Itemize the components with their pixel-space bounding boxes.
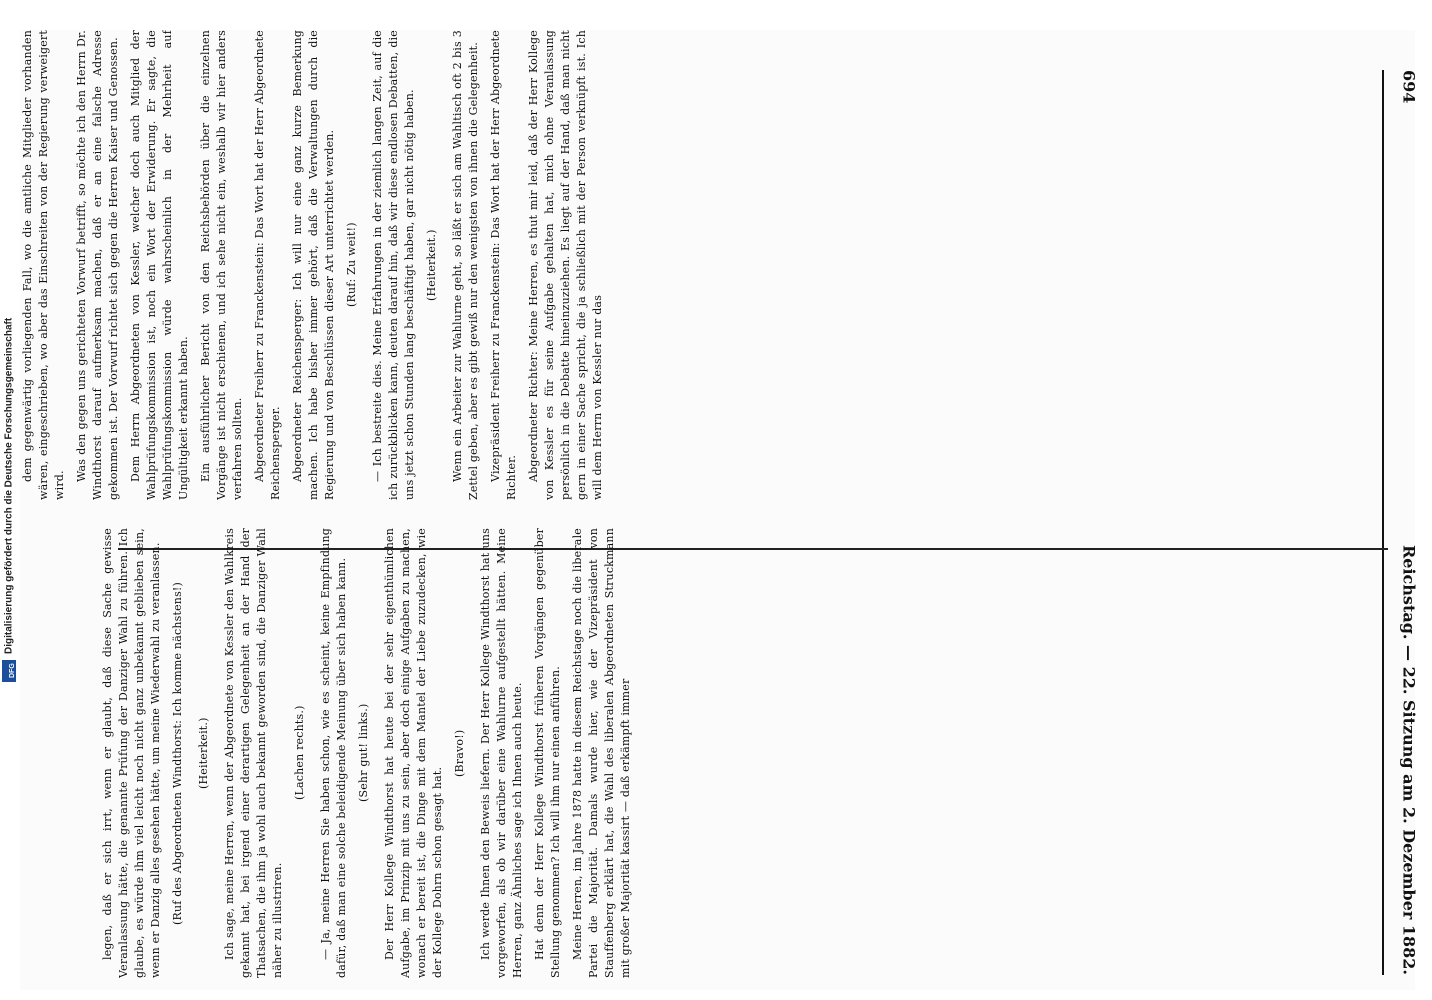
- header-rule: [1382, 70, 1384, 975]
- scanned-page: [20, 30, 1419, 990]
- dfg-logo: DFG: [2, 660, 16, 682]
- running-header: [1392, 70, 1426, 975]
- paragraph: Dem Herrn Abgeordneten von Kessler, welcher doch auch Mitglied der Wahlprüfungskommission ist, noch ein Wort der Erwiderung. Er sagte, die Wahlprüfungskommission würde wahrscheinlich in der Mehrheit auf Ungültigkeit erkannt haben.: [129, 30, 190, 500]
- paragraph: Abgeordneter Richter: Meine Herren, es thut mir leid, daß der Herr Kollege von Kessler es für seine Aufgabe gehalten hat, mich ohne Veranlassung persönlich in die Debatte hineinzuziehen. Es liegt auf der Hand, daß man nicht gern in einer Sache spricht, die ja schließlich mit der Person verknüpft ist. Ich will dem Herrn von Kessler nur das: [527, 30, 604, 500]
- paragraph: Hat denn der Herr Kollege Windthorst früheren Vorgängen gegenüber Stellung genommen? Ich will ihm nur einen anführen.: [533, 528, 562, 978]
- paragraph: (Heiterkeit.): [197, 717, 210, 789]
- paragraph: Abgeordneter Freiherr zu Franckenstein: Das Wort hat der Herr Abgeordnete Reichensperger.: [253, 30, 282, 500]
- footer-text: Digitalisierung gefördert durch die Deutsche Forschungsgemeinschaft: [3, 317, 15, 655]
- paragraph: (Lachen rechts.): [293, 705, 306, 801]
- paragraph: Ein ausführlicher Bericht von den Reichsbehörden über die einzelnen Vorgänge ist nicht erschienen, und ich sehe nicht ein, weshalb wir hier anders verfahren sollten.: [199, 30, 244, 500]
- paragraph: (Ruf des Abgeordneten Windthorst: Ich komme nächstens!): [171, 581, 184, 925]
- page-number: 694: [1399, 70, 1419, 104]
- paragraph: legen, daß er sich irrt, wenn er glaubt, daß diese Sache gewisse Veranlassung hätte, die genannte Prüfung der Danziger Wahl zu führen. Ich glaube, es würde ihm viel leicht noch nicht ganz unbekannt geblieben sein, wenn er Danzig alles gesehen hätte, um meine Wiederwahl zu veranlassen.: [101, 528, 162, 978]
- paragraph: Vizepräsident Freiherr zu Franckenstein: Das Wort hat der Herr Abgeordnete Richter.: [489, 30, 518, 500]
- paragraph: dem gegenwärtig vorliegenden Fall, wo die amtliche Mitglieder vorhanden wären, eingeschrieben, wo aber das Einschreiten von der Regierung verweigert wird.: [21, 30, 66, 500]
- paragraph: Was den gegen uns gerichteten Vorwurf betrifft, so möchte ich den Herrn Dr. Windthorst darauf aufmerksam machen, daß er an eine falsche Adresse gekommen ist. Der Vorwurf richtet sich gegen die Herren Kaiser und Genossen.: [75, 30, 120, 500]
- paragraph: (Ruf: Zu weit!): [345, 222, 358, 308]
- paragraph: Der Herr Kollege Windthorst hat heute bei der sehr eigenthümlichen Aufgabe, im Prinzip mit uns zu sein, aber doch einige Aufgaben zu machen, wonach er bereit ist, die Dinge mit dem Mantel der Liebe zuzudecken, wie der Kollege Dohrn schon gesagt hat.: [383, 528, 444, 978]
- digitization-note: [0, 0, 18, 1000]
- paragraph: (Heiterkeit.): [425, 229, 438, 301]
- text-column-left: [20, 30, 1360, 500]
- paragraph: (Bravo!): [453, 729, 466, 777]
- paragraph: Ich werde Ihnen den Beweis liefern. Der Herr Kollege Windthorst hat uns vorgeworfen, als ob wir darüber eine Wahlurne aufgestellt hätten. Meine Herren, ganz Ähnliches sage ich Ihnen auch heute.: [479, 528, 524, 978]
- paragraph: Ich sage, meine Herren, wenn der Abgeordnete von Kessler den Wahlkreis gekannt hat, bei irgend einer derartigen Gelegenheit an der Hand der Thatsachen, die ihm ja wohl auch bekannt geworden sind, die Danziger Wahl näher zu illustriren.: [223, 528, 284, 978]
- page-title: Reichstag. — 22. Sitzung am 2. Dezember 1882.: [1399, 545, 1419, 975]
- paragraph: (Sehr gut! links.): [357, 703, 370, 803]
- paragraph: — Ja, meine Herren Sie haben schon, wie es scheint, keine Empfindung dafür, daß man eine solche beleidigende Meinung über sich haben kann.: [319, 528, 348, 978]
- text-column-right: [100, 528, 1360, 978]
- paragraph: — Ich bestreite dies. Meine Erfahrungen in der ziemlich langen Zeit, auf die ich zurückblicken kann, deuten darauf hin, daß wir diese endlosen Debatten, die uns jetzt schon Stunden lang beschäftigt haben, gar nicht nötig haben.: [371, 30, 416, 500]
- paragraph: Abgeordneter Reichensperger: Ich will nur eine ganz kurze Bemerkung machen. Ich habe bisher immer gehört, daß die Verwaltungen durch die Regierung und von Beschlüssen dieser Art unterrichtet werden.: [291, 30, 336, 500]
- paragraph: Meine Herren, im Jahre 1878 hatte in diesem Reichstage noch die liberale Partei die Majorität. Damals wurde hier, wie der Vizepräsident von Stauffenberg erklärt hat, die Wahl des liberalen Abgeordneten Struckmann mit großer Majorität kassirt — daß erkämpft immer: [571, 528, 632, 978]
- paragraph: Wenn ein Arbeiter zur Wahlurne geht, so läßt er sich am Wahltisch oft 2 bis 3 Zettel geben, aber es gibt gewiß nur den wenigsten von ihnen die Gelegenheit.: [451, 30, 480, 500]
